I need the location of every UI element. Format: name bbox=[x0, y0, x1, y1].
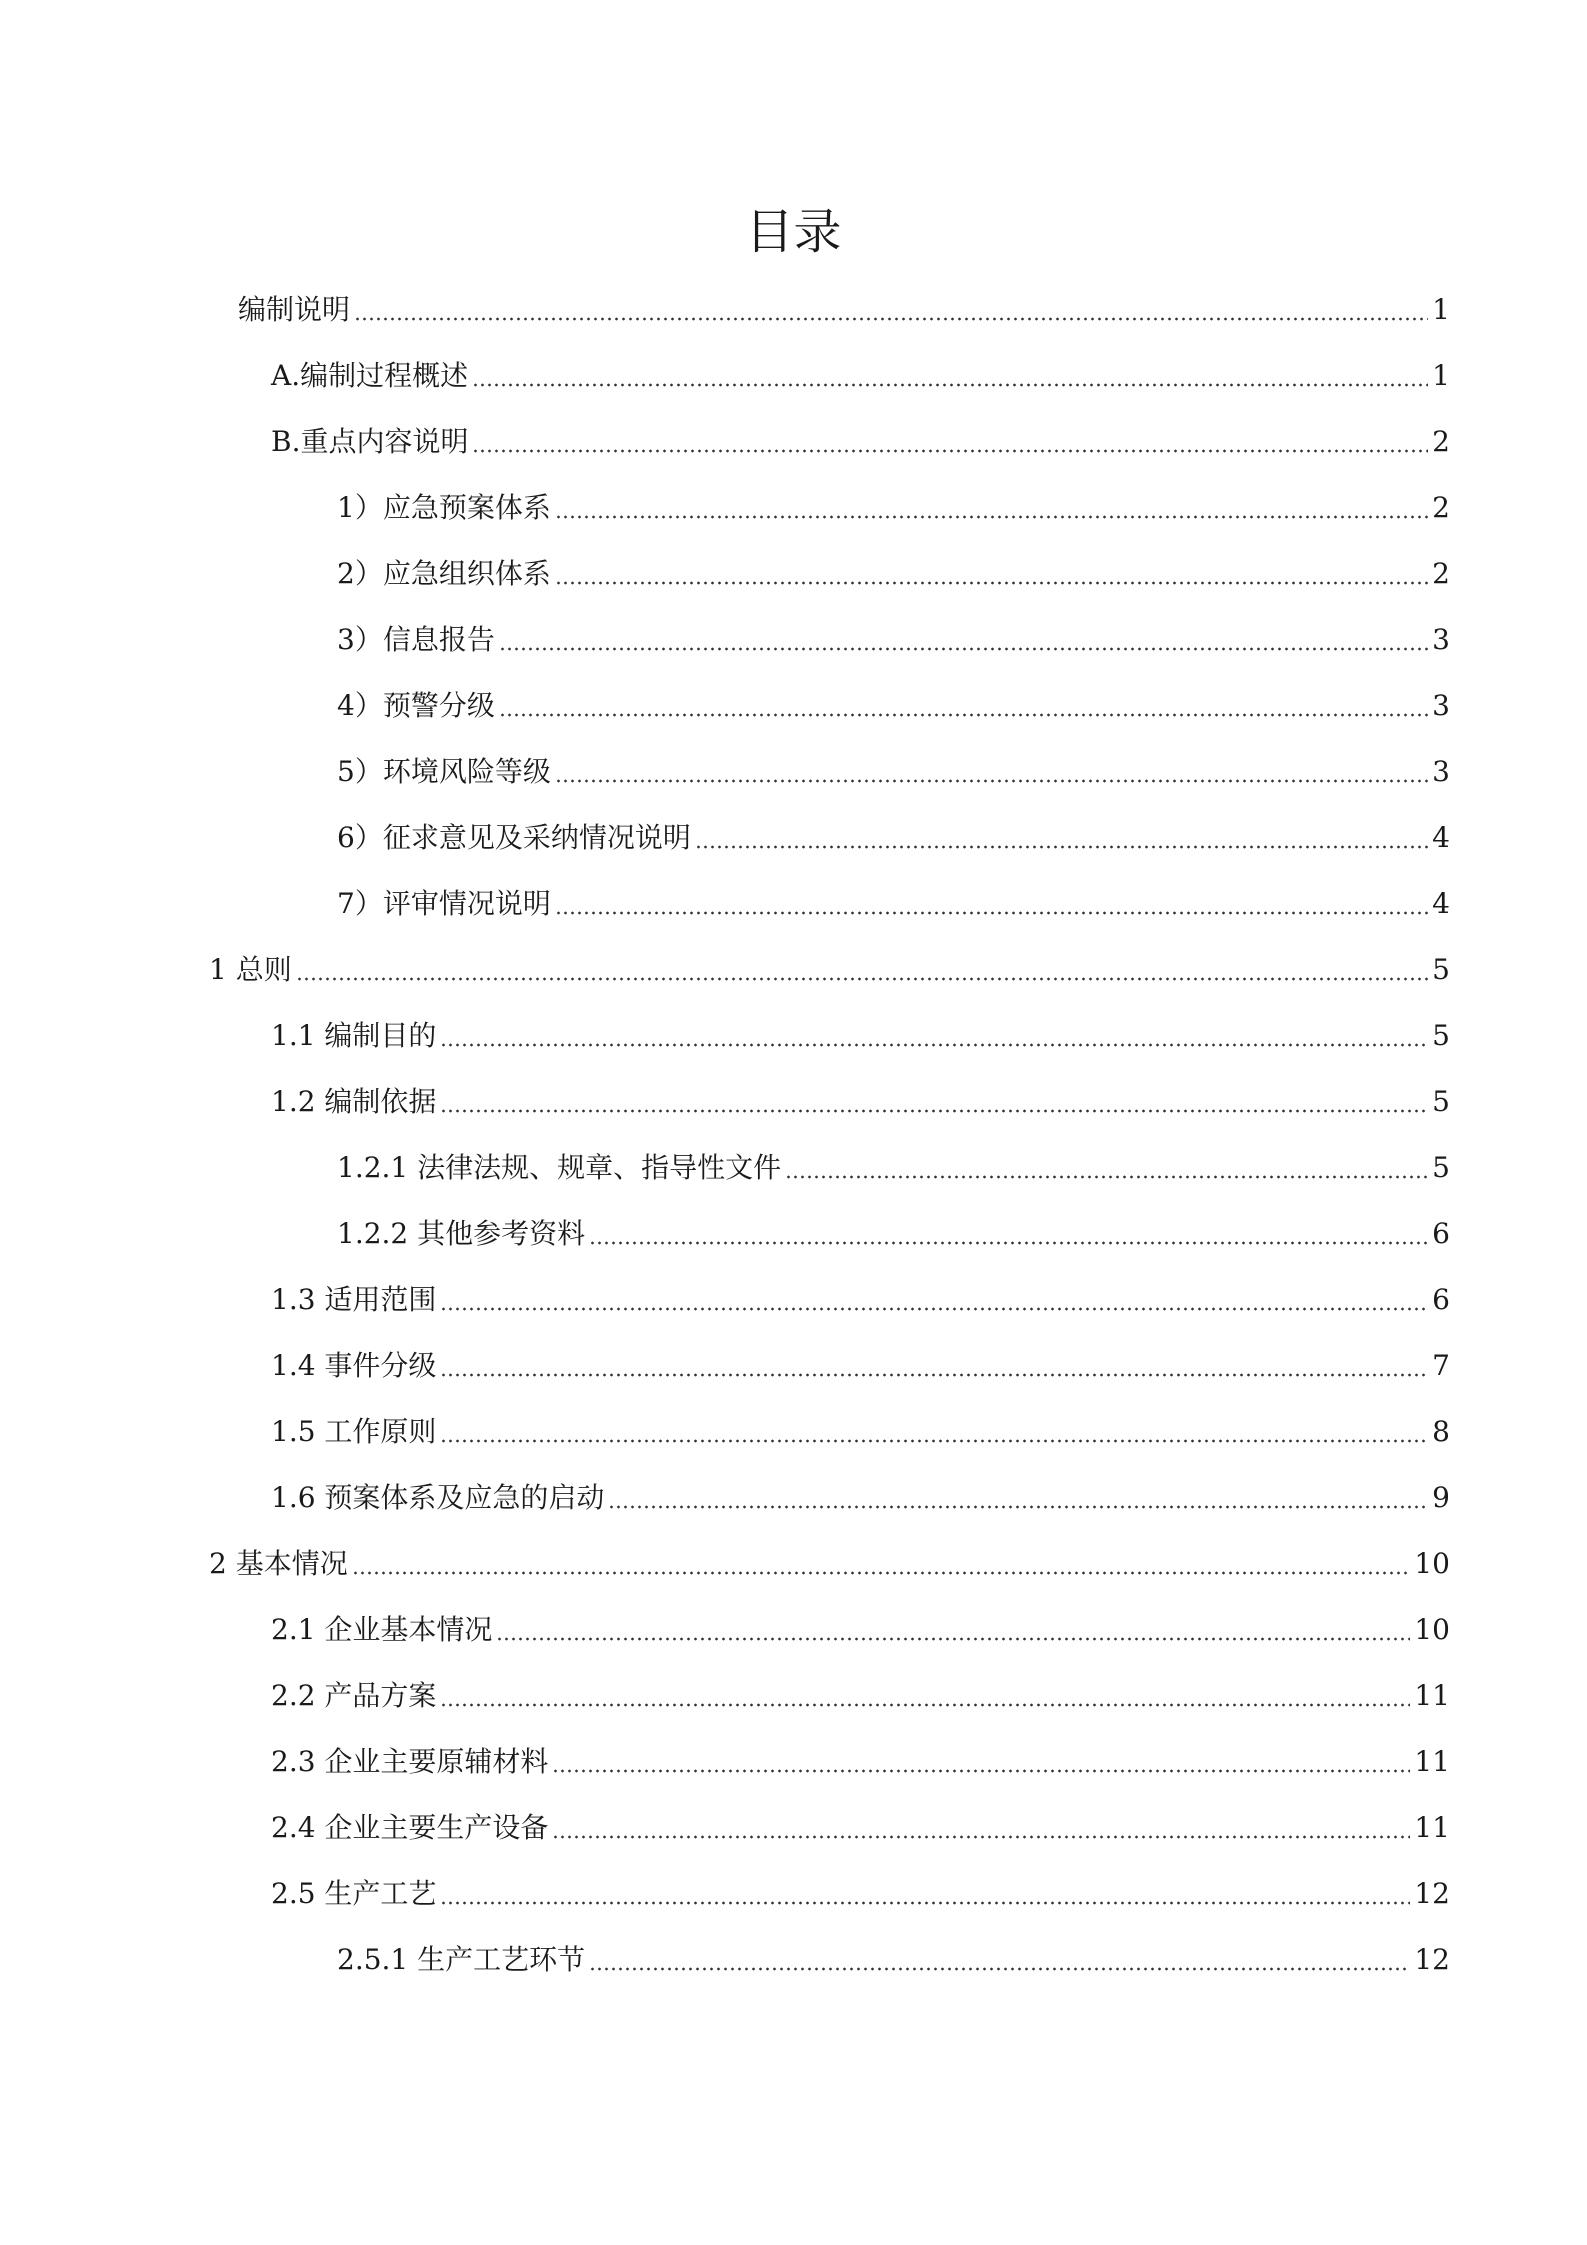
toc-entry-page: 2 bbox=[1432, 491, 1450, 524]
toc-dot-leader bbox=[440, 1672, 1410, 1708]
toc-dot-leader bbox=[440, 1408, 1428, 1444]
toc-entry[interactable] bbox=[337, 1146, 1450, 1186]
toc-dot-leader bbox=[499, 616, 1428, 652]
toc-entry-label: 2.3 企业主要原辅材料 bbox=[271, 1745, 549, 1778]
toc-entry[interactable] bbox=[337, 750, 1450, 790]
toc-entry-page: 10 bbox=[1414, 1547, 1450, 1580]
toc-entry-label: 2.5 生产工艺 bbox=[271, 1877, 437, 1910]
toc-entry-label: 7）评审情况说明 bbox=[337, 887, 551, 920]
toc-dot-leader bbox=[552, 1738, 1410, 1774]
toc-entry-page: 7 bbox=[1432, 1349, 1450, 1382]
toc-entry-label: 编制说明 bbox=[238, 293, 351, 326]
toc-entry-page: 5 bbox=[1432, 1151, 1450, 1184]
toc-entry[interactable] bbox=[337, 1212, 1450, 1252]
toc-entry-page: 11 bbox=[1414, 1745, 1450, 1778]
toc-entry-label: 2.4 企业主要生产设备 bbox=[271, 1811, 549, 1844]
toc-entry[interactable] bbox=[337, 486, 1450, 526]
toc-dot-leader bbox=[440, 1870, 1410, 1906]
toc-entry-page: 10 bbox=[1414, 1613, 1450, 1646]
toc-entry[interactable] bbox=[271, 1476, 1450, 1516]
toc-dot-leader bbox=[608, 1474, 1428, 1510]
toc-entry-page: 5 bbox=[1432, 1085, 1450, 1118]
toc-entry-label: 1）应急预案体系 bbox=[337, 491, 551, 524]
toc-dot-leader bbox=[555, 748, 1428, 784]
toc-entry[interactable] bbox=[209, 948, 1450, 988]
toc-entry-label: 6）征求意见及采纳情况说明 bbox=[337, 821, 691, 854]
toc-entry-label: 2.1 企业基本情况 bbox=[271, 1613, 493, 1646]
toc-entry[interactable] bbox=[271, 1080, 1450, 1120]
toc-dot-leader bbox=[695, 814, 1428, 850]
toc-entry[interactable] bbox=[271, 1674, 1450, 1714]
toc-entry-page: 12 bbox=[1414, 1877, 1450, 1910]
toc-dot-leader bbox=[785, 1144, 1428, 1180]
toc-entry[interactable] bbox=[271, 1344, 1450, 1384]
toc-entry-page: 8 bbox=[1432, 1415, 1450, 1448]
toc-entry-page: 11 bbox=[1414, 1811, 1450, 1844]
toc-dot-leader bbox=[552, 1804, 1410, 1840]
toc-entry-page: 2 bbox=[1432, 425, 1450, 458]
toc-entry[interactable] bbox=[271, 1806, 1450, 1846]
toc-entry-page: 6 bbox=[1432, 1283, 1450, 1316]
toc-dot-leader bbox=[555, 484, 1428, 520]
toc-entry-page: 3 bbox=[1432, 755, 1450, 788]
toc-entry-page: 3 bbox=[1432, 623, 1450, 656]
toc-dot-leader bbox=[555, 550, 1428, 586]
toc-entry-label: 5）环境风险等级 bbox=[337, 755, 551, 788]
toc-entry[interactable] bbox=[271, 1278, 1450, 1318]
toc-entry-page: 12 bbox=[1414, 1943, 1450, 1976]
toc-dot-leader bbox=[555, 880, 1428, 916]
toc-entry[interactable] bbox=[271, 1410, 1450, 1450]
toc-entry-page: 5 bbox=[1432, 953, 1450, 986]
toc-entry-page: 6 bbox=[1432, 1217, 1450, 1250]
toc-dot-leader bbox=[352, 1540, 1411, 1576]
toc-dot-leader bbox=[589, 1210, 1428, 1246]
toc-entry[interactable] bbox=[337, 1938, 1450, 1978]
toc-entry[interactable] bbox=[337, 552, 1450, 592]
toc-dot-leader bbox=[440, 1012, 1428, 1048]
page-title: 目录 bbox=[745, 204, 842, 260]
toc-dot-leader bbox=[472, 418, 1428, 454]
toc-entry[interactable] bbox=[337, 882, 1450, 922]
toc-entry-label: B.重点内容说明 bbox=[271, 425, 469, 458]
toc-entry[interactable] bbox=[271, 420, 1450, 460]
toc-entry-label: 1.2.1 法律法规、规章、指导性文件 bbox=[337, 1151, 782, 1184]
toc-dot-leader bbox=[499, 682, 1428, 718]
toc-entry-page: 1 bbox=[1432, 293, 1450, 326]
toc-entry-label: 3）信息报告 bbox=[337, 623, 495, 656]
toc-entry-label: 1.2.2 其他参考资料 bbox=[337, 1217, 586, 1250]
toc-entry-page: 4 bbox=[1432, 887, 1450, 920]
toc-entry-label: 2）应急组织体系 bbox=[337, 557, 551, 590]
toc-entry-page: 3 bbox=[1432, 689, 1450, 722]
toc-dot-leader bbox=[440, 1342, 1428, 1378]
toc-dot-leader bbox=[354, 286, 1428, 322]
toc-dot-leader bbox=[589, 1936, 1410, 1972]
toc-entry[interactable] bbox=[271, 1608, 1450, 1648]
toc-entry[interactable] bbox=[271, 1872, 1450, 1912]
toc-entry-label: 1 总则 bbox=[209, 953, 292, 986]
toc-entry-label: 2.2 产品方案 bbox=[271, 1679, 437, 1712]
toc-entry[interactable] bbox=[337, 684, 1450, 724]
toc-entry-label: 2 基本情况 bbox=[209, 1547, 348, 1580]
toc-entry[interactable] bbox=[238, 288, 1450, 328]
toc-entry-label: 1.3 适用范围 bbox=[271, 1283, 437, 1316]
toc-entry-page: 4 bbox=[1432, 821, 1450, 854]
toc-entry[interactable] bbox=[271, 1740, 1450, 1780]
toc-entry[interactable] bbox=[271, 1014, 1450, 1054]
toc-entry-page: 9 bbox=[1432, 1481, 1450, 1514]
toc-entry-label: 1.6 预案体系及应急的启动 bbox=[271, 1481, 605, 1514]
toc-entry-page: 2 bbox=[1432, 557, 1450, 590]
toc-entry-label: 1.4 事件分级 bbox=[271, 1349, 437, 1382]
toc-entry-page: 11 bbox=[1414, 1679, 1450, 1712]
toc-entry-label: 1.1 编制目的 bbox=[271, 1019, 437, 1052]
toc-entry-page: 1 bbox=[1432, 359, 1450, 392]
toc-dot-leader bbox=[496, 1606, 1410, 1642]
toc-entry[interactable] bbox=[337, 816, 1450, 856]
toc-entry-label: 2.5.1 生产工艺环节 bbox=[337, 1943, 586, 1976]
toc-entry[interactable] bbox=[337, 618, 1450, 658]
toc-entry-label: A.编制过程概述 bbox=[271, 359, 469, 392]
toc-dot-leader bbox=[296, 946, 1428, 982]
toc-dot-leader bbox=[440, 1078, 1428, 1114]
toc-entry-label: 1.5 工作原则 bbox=[271, 1415, 437, 1448]
toc-entry[interactable] bbox=[271, 354, 1450, 394]
toc-entry-label: 4）预警分级 bbox=[337, 689, 495, 722]
toc-entry-page: 5 bbox=[1432, 1019, 1450, 1052]
toc-entry[interactable] bbox=[209, 1542, 1450, 1582]
toc-dot-leader bbox=[440, 1276, 1428, 1312]
toc-entry-label: 1.2 编制依据 bbox=[271, 1085, 437, 1118]
toc-dot-leader bbox=[472, 352, 1428, 388]
